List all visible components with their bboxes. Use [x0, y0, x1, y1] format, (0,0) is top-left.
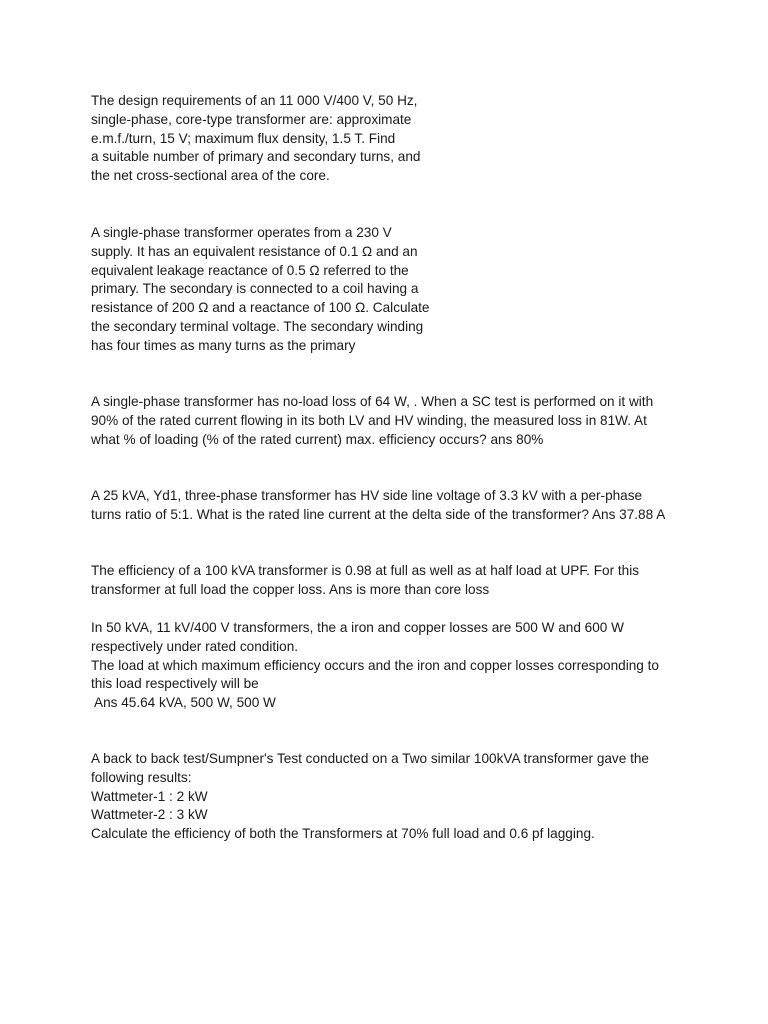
- question-7: [91, 750, 649, 844]
- question-4: [91, 487, 665, 525]
- question-5: [91, 562, 639, 600]
- text-line: turns ratio of 5:1. What is the rated line current at the delta side of the transformer? Ans 37.88 A: [91, 506, 666, 522]
- text-line: The design requirements of an 11 000 V/400 V, 50 Hz,: [91, 93, 418, 108]
- text-line: single-phase, core-type transformer are: approximate: [91, 111, 412, 127]
- text-line: following results:: [91, 769, 192, 785]
- text-line: resistance of 200 Ω and a reactance of 100 Ω. Calculate: [91, 300, 430, 316]
- text-line: equivalent leakage reactance of 0.5 Ω referred to the: [91, 262, 409, 278]
- text-line: A single-phase transformer operates from a 230 V: [91, 225, 392, 240]
- question-1: [91, 92, 420, 186]
- text-line: Wattmeter-1 : 2 kW: [91, 788, 208, 804]
- text-line: Wattmeter-2 : 3 kW: [91, 807, 208, 823]
- text-line: In 50 kVA, 11 kV/400 V transformers, the a iron and copper losses are 500 W and 600 W: [91, 620, 624, 635]
- question-2: [91, 224, 429, 356]
- text-line: Ans 45.64 kVA, 500 W, 500 W: [91, 695, 276, 711]
- text-line: primary. The secondary is connected to a coil having a: [91, 281, 419, 297]
- text-line: what % of loading (% of the rated current) max. efficiency occurs? ans 80%: [91, 431, 544, 447]
- text-line: transformer at full load the copper loss. Ans is more than core loss: [91, 581, 490, 597]
- text-line: 90% of the rated current flowing in its both LV and HV winding, the measured loss in 81W. At: [91, 412, 647, 428]
- text-line: The efficiency of a 100 kVA transformer is 0.98 at full as well as at half load at UPF. For this: [91, 563, 640, 578]
- text-line: has four times as many turns as the primary: [91, 337, 356, 353]
- text-line: A single-phase transformer has no-load loss of 64 W, . When a SC test is performed on it with: [91, 394, 654, 409]
- text-line: a suitable number of primary and secondary turns, and: [91, 149, 421, 165]
- text-line: the net cross-sectional area of the core.: [91, 168, 330, 184]
- text-line: A 25 kVA, Yd1, three-phase transformer has HV side line voltage of 3.3 kV with a per-phase: [91, 488, 643, 503]
- text-line: the secondary terminal voltage. The secondary winding: [91, 318, 424, 334]
- text-line: respectively under rated condition.: [91, 638, 299, 654]
- text-line: A back to back test/Sumpner's Test conducted on a Two similar 100kVA transformer gave the: [91, 751, 649, 766]
- text-line: e.m.f./turn, 15 V; maximum flux density, 1.5 T. Find: [91, 130, 396, 146]
- text-line: supply. It has an equivalent resistance of 0.1 Ω and an: [91, 243, 418, 259]
- text-line: Calculate the efficiency of both the Transformers at 70% full load and 0.6 pf lagging.: [91, 826, 595, 842]
- text-line: this load respectively will be: [91, 676, 259, 692]
- question-6: [91, 619, 659, 713]
- question-3: [91, 393, 653, 449]
- text-line: The load at which maximum efficiency occurs and the iron and copper losses corresponding to: [91, 657, 659, 673]
